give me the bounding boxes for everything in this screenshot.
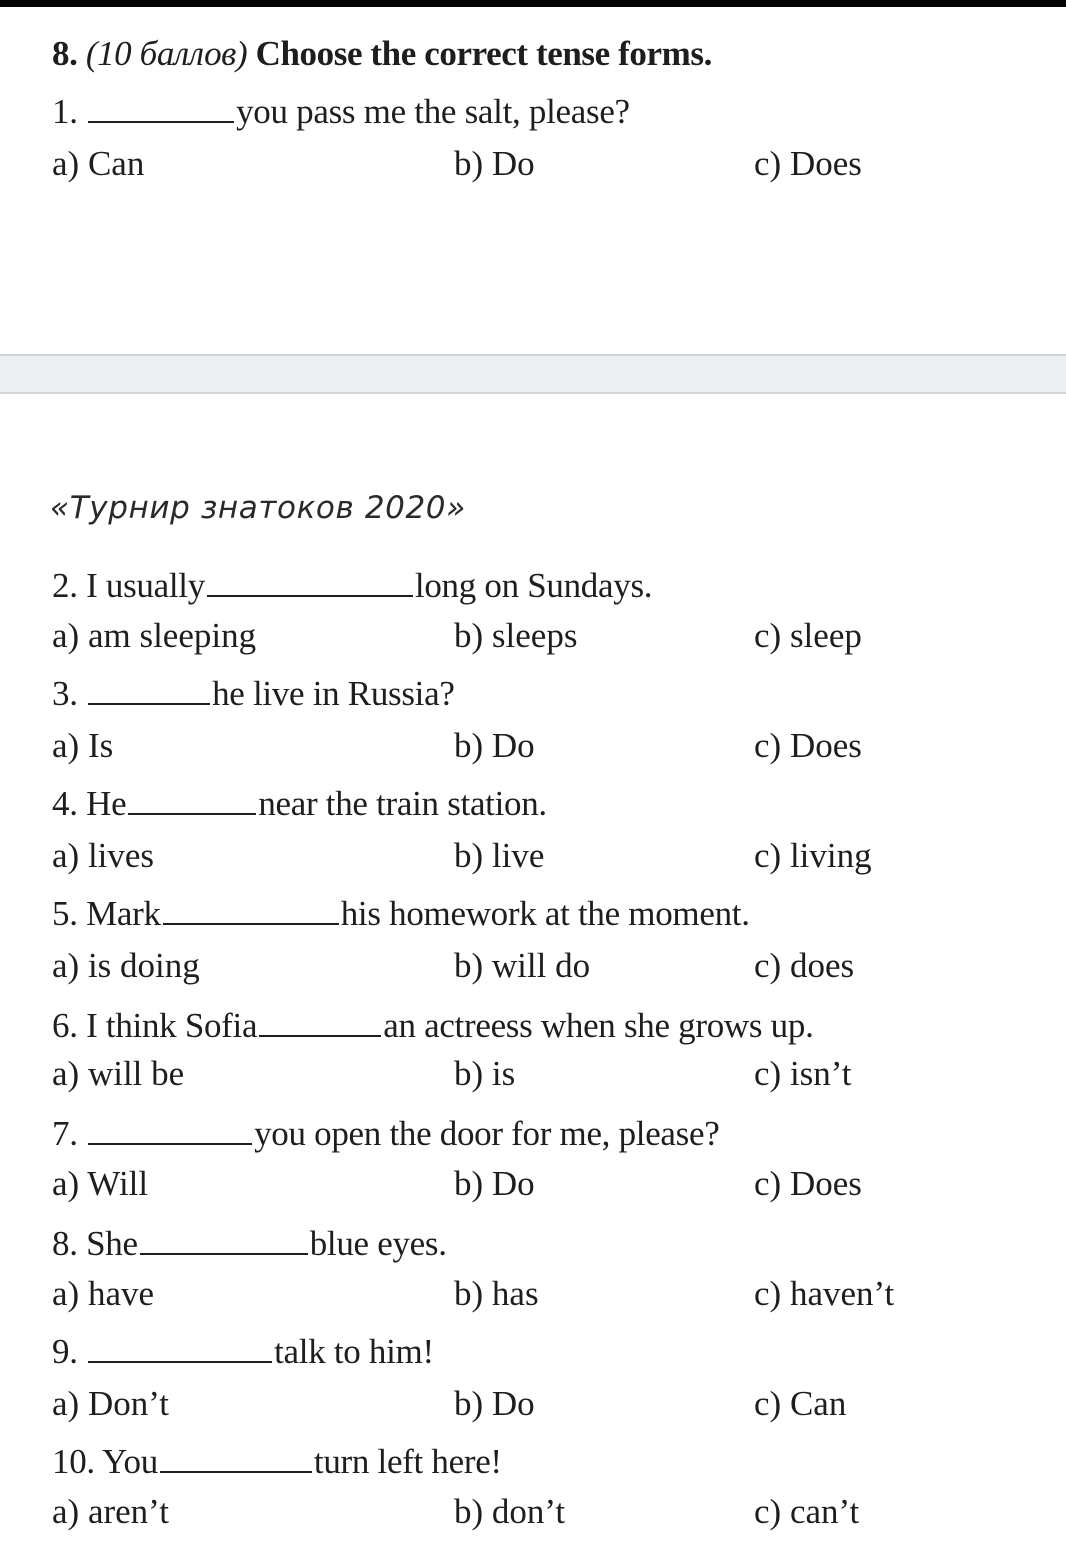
exercise-instruction: Choose the correct tense forms.	[255, 34, 712, 73]
question-9	[52, 1321, 434, 1375]
answer-blank	[88, 81, 234, 123]
option-b: b) has	[454, 1274, 539, 1313]
options-4	[52, 829, 1032, 883]
answer-blank	[160, 1431, 312, 1473]
options-8	[52, 1267, 1032, 1321]
question-number: 6.	[52, 1006, 78, 1045]
exercise-header	[52, 26, 1032, 82]
question-text-after: you open the door for me, please?	[254, 1114, 720, 1153]
option-b: b) don’t	[454, 1492, 566, 1531]
question-text-before: You	[102, 1442, 158, 1481]
question-text-after: you pass me the salt, please?	[236, 92, 630, 131]
question-5	[52, 883, 750, 937]
option-c: c) Does	[754, 726, 862, 765]
option-b: b) live	[454, 836, 545, 875]
option-b: b) sleeps	[454, 616, 578, 655]
options-2	[52, 609, 1032, 663]
question-number: 1.	[52, 92, 78, 131]
answer-blank	[163, 883, 339, 925]
option-b: b) Do	[454, 1164, 535, 1203]
option-c: c) does	[754, 946, 855, 985]
question-text-before: He	[86, 784, 127, 823]
options-7	[52, 1157, 1032, 1211]
option-c: c) sleep	[754, 616, 862, 655]
top-border	[0, 0, 1066, 7]
answer-blank	[88, 1103, 252, 1145]
question-text-before: I think Sofia	[86, 1006, 258, 1045]
option-a: a) Don’t	[52, 1384, 169, 1423]
option-b: b) will do	[454, 946, 591, 985]
page-separator	[0, 354, 1066, 394]
option-c: c) isn’t	[754, 1054, 852, 1093]
options-6	[52, 1047, 1032, 1101]
option-c: c) can’t	[754, 1492, 860, 1531]
option-a: a) aren’t	[52, 1492, 169, 1531]
question-number: 3.	[52, 674, 78, 713]
question-text-before: She	[86, 1224, 138, 1263]
question-2	[52, 555, 652, 609]
question-text-after: his homework at the moment.	[340, 894, 750, 933]
question-6	[52, 995, 814, 1049]
option-a: a) have	[52, 1274, 155, 1313]
option-a: a) is doing	[52, 946, 200, 985]
options-1	[52, 137, 1032, 191]
question-text-after: turn left here!	[313, 1442, 502, 1481]
option-c: c) living	[754, 836, 872, 875]
option-c: c) haven’t	[754, 1274, 895, 1313]
question-number: 2.	[52, 566, 78, 605]
options-9	[52, 1377, 1032, 1431]
options-3	[52, 719, 1032, 773]
question-text-before: I usually	[86, 566, 205, 605]
question-8	[52, 1213, 447, 1267]
option-a: a) lives	[52, 836, 155, 875]
options-5	[52, 939, 1032, 993]
option-c: c) Does	[754, 1164, 862, 1203]
question-number: 4.	[52, 784, 78, 823]
question-number: 9.	[52, 1332, 78, 1371]
question-text-after: an actreess when she grows up.	[383, 1006, 814, 1045]
question-number: 8.	[52, 1224, 78, 1263]
question-number: 7.	[52, 1114, 78, 1153]
question-text-after: blue eyes.	[309, 1224, 447, 1263]
answer-blank	[259, 995, 381, 1037]
question-text-after: talk to him!	[274, 1332, 434, 1371]
answer-blank	[140, 1213, 308, 1255]
question-4	[52, 773, 547, 827]
question-number: 5.	[52, 894, 78, 933]
question-7	[52, 1103, 719, 1157]
answer-blank	[88, 663, 210, 705]
question-text-after: he live in Russia?	[212, 674, 455, 713]
options-10	[52, 1485, 1032, 1539]
option-b: b) Do	[454, 1384, 535, 1423]
answer-blank	[88, 1321, 272, 1363]
option-a: a) am sleeping	[52, 616, 257, 655]
answer-blank	[128, 773, 256, 815]
question-number: 10.	[52, 1442, 95, 1481]
option-a: a) Can	[52, 144, 145, 183]
option-b: b) Do	[454, 726, 535, 765]
tournament-title: «Турнир знатоков 2020»	[50, 490, 466, 526]
option-b: b) Do	[454, 144, 535, 183]
question-text-before: Mark	[86, 894, 161, 933]
option-c: c) Does	[754, 144, 862, 183]
answer-blank	[207, 555, 413, 597]
question-1	[52, 81, 630, 135]
question-text-after: near the train station.	[258, 784, 547, 823]
exercise-points: (10 баллов)	[85, 34, 248, 73]
exercise-number: 8.	[52, 34, 78, 73]
question-10	[52, 1431, 502, 1485]
option-a: a) Is	[52, 726, 114, 765]
option-a: a) will be	[52, 1054, 185, 1093]
option-c: c) Can	[754, 1384, 847, 1423]
question-text-after: long on Sundays.	[414, 566, 653, 605]
option-a: a) Will	[52, 1164, 149, 1203]
question-3	[52, 663, 455, 717]
option-b: b) is	[454, 1054, 516, 1093]
